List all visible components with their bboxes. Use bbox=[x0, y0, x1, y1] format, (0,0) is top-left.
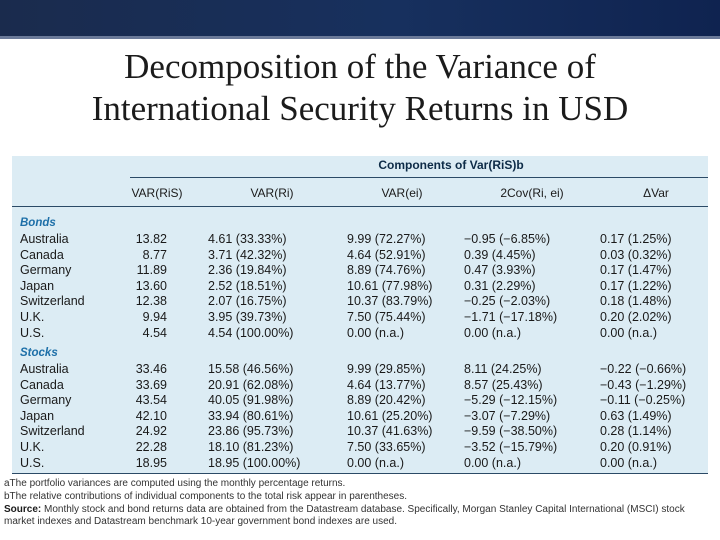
header-rule bbox=[12, 206, 708, 207]
var-ris-cell: 8.77 bbox=[142, 247, 167, 262]
col-header-var-ei: VAR(ei) bbox=[381, 186, 423, 200]
source-label: Source: bbox=[4, 504, 42, 515]
section-label-bonds: Bonds bbox=[20, 217, 56, 229]
var-ei-cell: 7.50 (33.65%) bbox=[347, 440, 426, 454]
cov-cell: 0.39 (4.45%) bbox=[464, 247, 536, 262]
var-ris-cell: 22.28 bbox=[135, 440, 167, 454]
var-ri-cell: 18.10 (81.23%) bbox=[208, 440, 294, 454]
delta-var-cell: 0.17 (1.25%) bbox=[600, 232, 672, 246]
var-ri-cell: 15.58 (46.56%) bbox=[208, 362, 294, 376]
title-line-2: International Security Returns in USD bbox=[91, 89, 629, 128]
table-row bbox=[12, 310, 708, 325]
table-row bbox=[12, 263, 708, 278]
var-ris-cell: 13.60 bbox=[135, 278, 167, 293]
cov-cell: −9.59 (−38.50%) bbox=[464, 424, 558, 439]
delta-var-cell: −0.43 (−1.29%) bbox=[600, 377, 687, 392]
var-ris-cell: 33.46 bbox=[135, 362, 167, 376]
var-ei-cell: 0.00 (n.a.) bbox=[347, 325, 404, 340]
section-label-stocks: Stocks bbox=[20, 347, 58, 359]
var-ris-cell: 18.95 bbox=[135, 455, 167, 470]
var-ri-cell: 18.95 (100.00%) bbox=[208, 455, 301, 470]
delta-var-cell: 0.63 (1.49%) bbox=[600, 408, 672, 423]
var-ris-cell: 24.92 bbox=[135, 424, 167, 439]
var-ei-cell: 10.61 (77.98%) bbox=[347, 278, 433, 293]
delta-var-cell: 0.00 (n.a.) bbox=[600, 455, 657, 470]
country-cell: U.K. bbox=[20, 310, 45, 324]
country-cell: Japan bbox=[20, 278, 55, 293]
table-bottom-rule bbox=[12, 473, 708, 474]
country-cell: Germany bbox=[20, 263, 72, 278]
delta-var-cell: 0.20 (2.02%) bbox=[600, 310, 672, 324]
table-row bbox=[12, 456, 708, 471]
var-ri-cell: 4.61 (33.33%) bbox=[208, 232, 287, 246]
var-ei-cell: 4.64 (13.77%) bbox=[347, 377, 426, 392]
var-ri-cell: 3.95 (39.73%) bbox=[208, 310, 287, 324]
col-header-delta-var: ΔVar bbox=[643, 186, 669, 200]
cov-cell: 8.57 (25.43%) bbox=[464, 377, 543, 392]
var-ei-cell: 8.89 (20.42%) bbox=[347, 393, 426, 408]
country-cell: U.S. bbox=[20, 455, 45, 470]
delta-var-cell: 0.20 (0.91%) bbox=[600, 440, 672, 454]
country-cell: Japan bbox=[20, 408, 55, 423]
col-header-2cov: 2Cov(Ri, ei) bbox=[500, 186, 564, 200]
var-ris-cell: 43.54 bbox=[135, 393, 167, 408]
table-row bbox=[12, 248, 708, 263]
footnote-b: bThe relative contributions of individual components to the total risk appear in parentheses. bbox=[4, 491, 408, 502]
country-cell: Germany bbox=[20, 393, 72, 408]
var-ri-cell: 40.05 (91.98%) bbox=[208, 393, 294, 408]
cov-cell: 0.47 (3.93%) bbox=[464, 263, 536, 278]
cov-cell: 0.00 (n.a.) bbox=[464, 455, 521, 470]
header-stripe bbox=[0, 36, 720, 39]
var-ei-cell: 4.64 (52.91%) bbox=[347, 247, 426, 262]
cov-cell: −0.25 (−2.03%) bbox=[464, 294, 551, 309]
country-cell: Australia bbox=[20, 232, 69, 246]
country-cell: Canada bbox=[20, 247, 64, 262]
delta-var-cell: 0.18 (1.48%) bbox=[600, 294, 672, 309]
delta-var-cell: 0.00 (n.a.) bbox=[600, 325, 657, 340]
var-ri-cell: 4.54 (100.00%) bbox=[208, 325, 294, 340]
variance-table bbox=[12, 156, 708, 474]
col-header-var-ris: VAR(RiS) bbox=[131, 186, 183, 200]
cov-cell: −1.71 (−17.18%) bbox=[464, 310, 558, 324]
var-ri-cell: 33.94 (80.61%) bbox=[208, 408, 294, 423]
table-row bbox=[12, 326, 708, 341]
slide-header-bar bbox=[0, 0, 720, 38]
delta-var-cell: −0.11 (−0.25%) bbox=[600, 393, 686, 408]
var-ris-cell: 13.82 bbox=[135, 232, 167, 246]
cov-cell: −3.52 (−15.79%) bbox=[464, 440, 558, 454]
cov-cell: −3.07 (−7.29%) bbox=[464, 408, 551, 423]
country-cell: U.K. bbox=[20, 440, 45, 454]
table-row bbox=[12, 440, 708, 455]
country-cell: Switzerland bbox=[20, 294, 85, 309]
var-ei-cell: 9.99 (29.85%) bbox=[347, 362, 426, 376]
table-row bbox=[12, 294, 708, 309]
source-text: Monthly stock and bond returns data are obtained from the Datastream database. Specifically, Morgan Stanley Capital International (MSCI) stock market indexes and Datastream benchmark 10-year government bond indexes are used. bbox=[4, 504, 685, 527]
col-header-var-ri: VAR(Ri) bbox=[250, 186, 294, 200]
var-ei-cell: 7.50 (75.44%) bbox=[347, 310, 426, 324]
cov-cell: 8.11 (24.25%) bbox=[464, 362, 542, 376]
var-ei-cell: 10.37 (83.79%) bbox=[347, 294, 433, 309]
var-ri-cell: 20.91 (62.08%) bbox=[208, 377, 294, 392]
delta-var-cell: 0.17 (1.47%) bbox=[600, 263, 672, 278]
var-ri-cell: 23.86 (95.73%) bbox=[208, 424, 294, 439]
cov-cell: −5.29 (−12.15%) bbox=[464, 393, 558, 408]
var-ris-cell: 42.10 bbox=[135, 408, 167, 423]
components-header: Components of Var(RiS)b bbox=[378, 158, 524, 172]
var-ei-cell: 8.89 (74.76%) bbox=[347, 263, 426, 278]
delta-var-cell: 0.17 (1.22%) bbox=[600, 278, 672, 293]
country-cell: Switzerland bbox=[20, 424, 85, 439]
footnote-a: aThe portfolio variances are computed using the monthly percentage returns. bbox=[4, 478, 346, 489]
var-ei-cell: 9.99 (72.27%) bbox=[347, 232, 426, 246]
var-ei-cell: 10.37 (41.63%) bbox=[347, 424, 433, 439]
var-ris-cell: 33.69 bbox=[135, 377, 167, 392]
var-ri-cell: 2.36 (19.84%) bbox=[208, 263, 287, 278]
var-ei-cell: 10.61 (25.20%) bbox=[347, 408, 433, 423]
table-row bbox=[12, 232, 708, 247]
components-rule bbox=[130, 177, 708, 178]
table-row bbox=[12, 424, 708, 439]
country-cell: Canada bbox=[20, 377, 64, 392]
var-ei-cell: 0.00 (n.a.) bbox=[347, 455, 404, 470]
title-line-1: Decomposition of the Variance of bbox=[124, 47, 596, 86]
table-row bbox=[12, 378, 708, 393]
var-ri-cell: 3.71 (42.32%) bbox=[208, 247, 287, 262]
country-cell: Australia bbox=[20, 362, 69, 376]
cov-cell: −0.95 (−6.85%) bbox=[464, 232, 551, 246]
cov-cell: 0.00 (n.a.) bbox=[464, 325, 521, 340]
source-note bbox=[4, 504, 716, 528]
table-row bbox=[12, 409, 708, 424]
delta-var-cell: −0.22 (−0.66%) bbox=[600, 362, 687, 376]
table-row bbox=[12, 279, 708, 294]
table-row bbox=[12, 362, 708, 377]
var-ris-cell: 11.89 bbox=[136, 263, 167, 278]
country-cell: U.S. bbox=[20, 325, 45, 340]
var-ris-cell: 4.54 bbox=[142, 325, 167, 340]
delta-var-cell: 0.03 (0.32%) bbox=[600, 247, 672, 262]
var-ri-cell: 2.52 (18.51%) bbox=[208, 278, 287, 293]
var-ri-cell: 2.07 (16.75%) bbox=[208, 294, 287, 309]
slide-title bbox=[0, 46, 720, 130]
table-row bbox=[12, 393, 708, 408]
cov-cell: 0.31 (2.29%) bbox=[464, 278, 536, 293]
delta-var-cell: 0.28 (1.14%) bbox=[600, 424, 672, 439]
var-ris-cell: 9.94 bbox=[142, 310, 167, 324]
var-ris-cell: 12.38 bbox=[135, 294, 167, 309]
